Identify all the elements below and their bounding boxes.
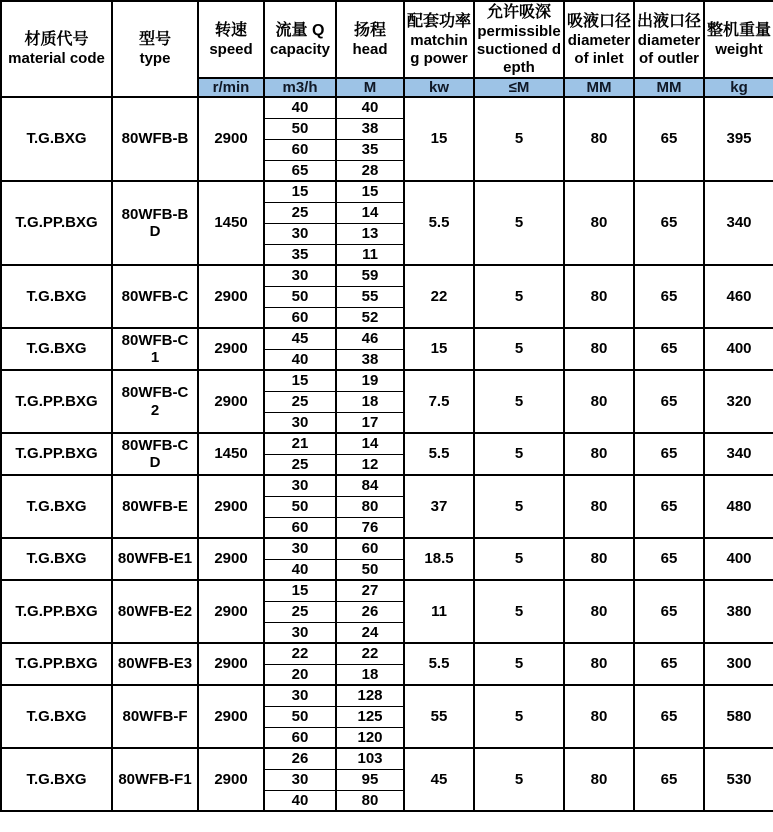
inlet-cell: 80 bbox=[564, 265, 634, 328]
capacity-cell: 30 bbox=[264, 223, 336, 244]
capacity-cell: 60 bbox=[264, 517, 336, 538]
capacity-cell: 21 bbox=[264, 433, 336, 454]
material-code-cell: T.G.PP.BXG bbox=[1, 433, 112, 475]
material-code-cell: T.G.BXG bbox=[1, 475, 112, 538]
unit-outlet: MM bbox=[634, 78, 704, 97]
weight-cell: 300 bbox=[704, 643, 773, 685]
capacity-cell: 65 bbox=[264, 160, 336, 181]
head-cell: 22 bbox=[336, 643, 404, 664]
speed-cell: 2900 bbox=[198, 580, 264, 643]
capacity-cell: 40 bbox=[264, 790, 336, 811]
capacity-cell: 15 bbox=[264, 370, 336, 391]
header-zh-depth: 允许吸深 bbox=[486, 3, 551, 21]
power-cell: 22 bbox=[404, 265, 474, 328]
head-cell: 14 bbox=[336, 202, 404, 223]
outlet-cell: 65 bbox=[634, 643, 704, 685]
capacity-cell: 50 bbox=[264, 286, 336, 307]
capacity-cell: 35 bbox=[264, 244, 336, 265]
head-cell: 12 bbox=[336, 454, 404, 475]
spec-subrow bbox=[1, 475, 773, 496]
col-header-inlet bbox=[564, 1, 634, 78]
power-cell: 5.5 bbox=[404, 181, 474, 265]
depth-cell: 5 bbox=[474, 538, 564, 580]
header-zh-material: 材质代号 bbox=[24, 31, 89, 48]
depth-cell: 5 bbox=[474, 265, 564, 328]
head-cell: 11 bbox=[336, 244, 404, 265]
col-header-weight bbox=[704, 1, 773, 78]
inlet-cell: 80 bbox=[564, 580, 634, 643]
capacity-cell: 26 bbox=[264, 748, 336, 769]
spec-subrow bbox=[1, 685, 773, 706]
head-cell: 26 bbox=[336, 601, 404, 622]
material-code-cell: T.G.BXG bbox=[1, 328, 112, 370]
outlet-cell: 65 bbox=[634, 685, 704, 748]
head-cell: 15 bbox=[336, 181, 404, 202]
type-cell: 80WFB-E2 bbox=[112, 580, 198, 643]
unit-weight: kg bbox=[704, 78, 773, 97]
power-cell: 37 bbox=[404, 475, 474, 538]
weight-cell: 400 bbox=[704, 538, 773, 580]
outlet-cell: 65 bbox=[634, 181, 704, 265]
inlet-cell: 80 bbox=[564, 97, 634, 181]
capacity-cell: 60 bbox=[264, 139, 336, 160]
col-header-outlet bbox=[634, 1, 704, 78]
spec-subrow bbox=[1, 433, 773, 454]
head-cell: 52 bbox=[336, 307, 404, 328]
power-cell: 5.5 bbox=[404, 643, 474, 685]
capacity-cell: 60 bbox=[264, 307, 336, 328]
spec-subrow bbox=[1, 580, 773, 601]
speed-cell: 2900 bbox=[198, 538, 264, 580]
speed-cell: 2900 bbox=[198, 328, 264, 370]
capacity-cell: 15 bbox=[264, 181, 336, 202]
capacity-cell: 50 bbox=[264, 706, 336, 727]
capacity-cell: 30 bbox=[264, 475, 336, 496]
speed-cell: 2900 bbox=[198, 685, 264, 748]
head-cell: 59 bbox=[336, 265, 404, 286]
capacity-cell: 20 bbox=[264, 664, 336, 685]
col-header-depth bbox=[474, 1, 564, 78]
power-cell: 18.5 bbox=[404, 538, 474, 580]
capacity-cell: 15 bbox=[264, 580, 336, 601]
power-cell: 55 bbox=[404, 685, 474, 748]
spec-subrow bbox=[1, 538, 773, 559]
power-cell: 7.5 bbox=[404, 370, 474, 433]
head-cell: 18 bbox=[336, 664, 404, 685]
power-cell: 45 bbox=[404, 748, 474, 811]
capacity-cell: 50 bbox=[264, 118, 336, 139]
head-cell: 18 bbox=[336, 391, 404, 412]
depth-cell: 5 bbox=[474, 181, 564, 265]
speed-cell: 2900 bbox=[198, 475, 264, 538]
weight-cell: 380 bbox=[704, 580, 773, 643]
head-cell: 55 bbox=[336, 286, 404, 307]
spec-subrow bbox=[1, 97, 773, 118]
spec-subrow bbox=[1, 643, 773, 664]
weight-cell: 340 bbox=[704, 181, 773, 265]
header-zh-type: 型号 bbox=[138, 31, 171, 48]
head-cell: 50 bbox=[336, 559, 404, 580]
head-cell: 95 bbox=[336, 769, 404, 790]
speed-cell: 2900 bbox=[198, 370, 264, 433]
head-cell: 60 bbox=[336, 538, 404, 559]
speed-cell: 1450 bbox=[198, 433, 264, 475]
capacity-cell: 60 bbox=[264, 727, 336, 748]
type-cell: 80WFB-C 1 bbox=[112, 328, 198, 370]
capacity-cell: 30 bbox=[264, 412, 336, 433]
type-cell: 80WFB-C D bbox=[112, 433, 198, 475]
capacity-cell: 50 bbox=[264, 496, 336, 517]
head-cell: 27 bbox=[336, 580, 404, 601]
depth-cell: 5 bbox=[474, 685, 564, 748]
header-en-material: material code bbox=[8, 50, 105, 67]
type-cell: 80WFB-F1 bbox=[112, 748, 198, 811]
head-cell: 38 bbox=[336, 118, 404, 139]
header-en-speed: speed bbox=[209, 40, 253, 58]
outlet-cell: 65 bbox=[634, 748, 704, 811]
weight-cell: 340 bbox=[704, 433, 773, 475]
power-cell: 15 bbox=[404, 328, 474, 370]
depth-cell: 5 bbox=[474, 643, 564, 685]
capacity-cell: 30 bbox=[264, 622, 336, 643]
depth-cell: 5 bbox=[474, 475, 564, 538]
outlet-cell: 65 bbox=[634, 97, 704, 181]
col-header-type bbox=[112, 1, 198, 97]
unit-capacity: m3/h bbox=[264, 78, 336, 97]
head-cell: 28 bbox=[336, 160, 404, 181]
outlet-cell: 65 bbox=[634, 265, 704, 328]
weight-cell: 320 bbox=[704, 370, 773, 433]
col-header-power bbox=[404, 1, 474, 78]
type-cell: 80WFB-B bbox=[112, 97, 198, 181]
depth-cell: 5 bbox=[474, 97, 564, 181]
capacity-cell: 25 bbox=[264, 454, 336, 475]
inlet-cell: 80 bbox=[564, 328, 634, 370]
material-code-cell: T.G.BXG bbox=[1, 97, 112, 181]
inlet-cell: 80 bbox=[564, 475, 634, 538]
outlet-cell: 65 bbox=[634, 370, 704, 433]
head-cell: 80 bbox=[336, 790, 404, 811]
weight-cell: 395 bbox=[704, 97, 773, 181]
type-cell: 80WFB-C bbox=[112, 265, 198, 328]
spec-subrow bbox=[1, 265, 773, 286]
outlet-cell: 65 bbox=[634, 328, 704, 370]
header-en-capacity: capacity bbox=[269, 40, 331, 58]
material-code-cell: T.G.BXG bbox=[1, 748, 112, 811]
header-en-power: matching power bbox=[410, 31, 468, 67]
power-cell: 15 bbox=[404, 97, 474, 181]
speed-cell: 2900 bbox=[198, 643, 264, 685]
capacity-cell: 40 bbox=[264, 97, 336, 118]
head-cell: 120 bbox=[336, 727, 404, 748]
capacity-cell: 25 bbox=[264, 391, 336, 412]
head-cell: 103 bbox=[336, 748, 404, 769]
head-cell: 19 bbox=[336, 370, 404, 391]
header-zh-power: 配套功率 bbox=[406, 12, 471, 30]
header-zh-weight: 整机重量 bbox=[706, 21, 771, 39]
capacity-cell: 30 bbox=[264, 538, 336, 559]
capacity-cell: 25 bbox=[264, 202, 336, 223]
col-header-speed bbox=[198, 1, 264, 78]
unit-power: kw bbox=[404, 78, 474, 97]
header-en-type: type bbox=[139, 50, 171, 67]
capacity-cell: 30 bbox=[264, 685, 336, 706]
speed-cell: 2900 bbox=[198, 748, 264, 811]
speed-cell: 2900 bbox=[198, 265, 264, 328]
head-cell: 14 bbox=[336, 433, 404, 454]
spec-subrow bbox=[1, 748, 773, 769]
material-code-cell: T.G.PP.BXG bbox=[1, 643, 112, 685]
spec-subrow bbox=[1, 181, 773, 202]
head-cell: 125 bbox=[336, 706, 404, 727]
power-cell: 11 bbox=[404, 580, 474, 643]
inlet-cell: 80 bbox=[564, 538, 634, 580]
header-en-weight: weight bbox=[715, 40, 763, 58]
unit-depth: ≤M bbox=[474, 78, 564, 97]
material-code-cell: T.G.PP.BXG bbox=[1, 370, 112, 433]
type-cell: 80WFB-F bbox=[112, 685, 198, 748]
header-en-depth: permissible suctioned depth bbox=[476, 22, 562, 76]
material-code-cell: T.G.BXG bbox=[1, 685, 112, 748]
outlet-cell: 65 bbox=[634, 475, 704, 538]
speed-cell: 1450 bbox=[198, 181, 264, 265]
power-cell: 5.5 bbox=[404, 433, 474, 475]
head-cell: 17 bbox=[336, 412, 404, 433]
header-zh-capacity: 流量 Q bbox=[275, 21, 325, 39]
weight-cell: 580 bbox=[704, 685, 773, 748]
col-header-capacity bbox=[264, 1, 336, 78]
header-zh-speed: 转速 bbox=[214, 21, 247, 39]
head-cell: 76 bbox=[336, 517, 404, 538]
type-cell: 80WFB-B D bbox=[112, 181, 198, 265]
inlet-cell: 80 bbox=[564, 748, 634, 811]
outlet-cell: 65 bbox=[634, 538, 704, 580]
capacity-cell: 30 bbox=[264, 265, 336, 286]
capacity-cell: 40 bbox=[264, 349, 336, 370]
material-code-cell: T.G.BXG bbox=[1, 538, 112, 580]
inlet-cell: 80 bbox=[564, 685, 634, 748]
head-cell: 38 bbox=[336, 349, 404, 370]
type-cell: 80WFB-E3 bbox=[112, 643, 198, 685]
inlet-cell: 80 bbox=[564, 370, 634, 433]
weight-cell: 480 bbox=[704, 475, 773, 538]
inlet-cell: 80 bbox=[564, 181, 634, 265]
capacity-cell: 25 bbox=[264, 601, 336, 622]
head-cell: 128 bbox=[336, 685, 404, 706]
header-row-main bbox=[1, 1, 773, 78]
header-zh-inlet: 吸液口径 bbox=[566, 12, 631, 30]
head-cell: 40 bbox=[336, 97, 404, 118]
inlet-cell: 80 bbox=[564, 643, 634, 685]
material-code-cell: T.G.PP.BXG bbox=[1, 580, 112, 643]
weight-cell: 400 bbox=[704, 328, 773, 370]
head-cell: 13 bbox=[336, 223, 404, 244]
table-body bbox=[1, 97, 773, 811]
material-code-cell: T.G.PP.BXG bbox=[1, 181, 112, 265]
head-cell: 84 bbox=[336, 475, 404, 496]
header-en-head: head bbox=[352, 40, 388, 58]
head-cell: 46 bbox=[336, 328, 404, 349]
header-zh-outlet: 出液口径 bbox=[636, 12, 701, 30]
weight-cell: 460 bbox=[704, 265, 773, 328]
capacity-cell: 30 bbox=[264, 769, 336, 790]
spec-subrow bbox=[1, 370, 773, 391]
unit-inlet: MM bbox=[564, 78, 634, 97]
unit-head: M bbox=[336, 78, 404, 97]
head-cell: 35 bbox=[336, 139, 404, 160]
depth-cell: 5 bbox=[474, 433, 564, 475]
type-cell: 80WFB-E1 bbox=[112, 538, 198, 580]
material-code-cell: T.G.BXG bbox=[1, 265, 112, 328]
type-cell: 80WFB-E bbox=[112, 475, 198, 538]
outlet-cell: 65 bbox=[634, 580, 704, 643]
spec-subrow bbox=[1, 328, 773, 349]
speed-cell: 2900 bbox=[198, 97, 264, 181]
col-header-material bbox=[1, 1, 112, 97]
depth-cell: 5 bbox=[474, 370, 564, 433]
table-header bbox=[1, 1, 773, 97]
weight-cell: 530 bbox=[704, 748, 773, 811]
unit-speed: r/min bbox=[198, 78, 264, 97]
depth-cell: 5 bbox=[474, 580, 564, 643]
head-cell: 24 bbox=[336, 622, 404, 643]
depth-cell: 5 bbox=[474, 748, 564, 811]
depth-cell: 5 bbox=[474, 328, 564, 370]
head-cell: 80 bbox=[336, 496, 404, 517]
inlet-cell: 80 bbox=[564, 433, 634, 475]
header-en-outlet: diameter of outler bbox=[637, 31, 701, 67]
type-cell: 80WFB-C 2 bbox=[112, 370, 198, 433]
capacity-cell: 40 bbox=[264, 559, 336, 580]
capacity-cell: 22 bbox=[264, 643, 336, 664]
header-zh-head: 扬程 bbox=[353, 21, 386, 39]
capacity-cell: 45 bbox=[264, 328, 336, 349]
header-en-inlet: diameter of inlet bbox=[567, 31, 631, 67]
col-header-head bbox=[336, 1, 404, 78]
outlet-cell: 65 bbox=[634, 433, 704, 475]
